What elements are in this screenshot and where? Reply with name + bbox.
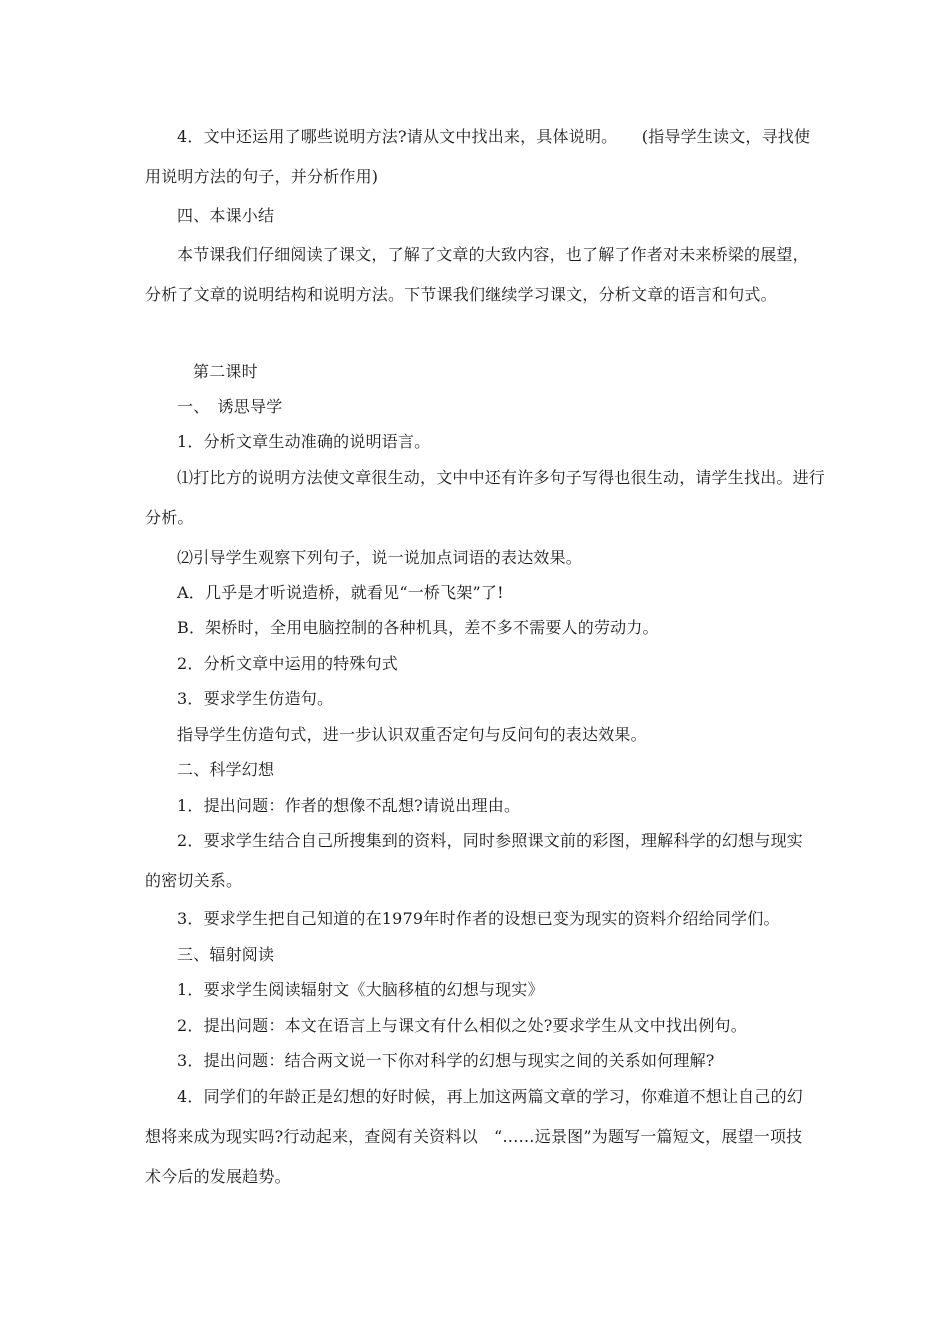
paragraph-lesson-summary: 本节课我们仔细阅读了课文，了解了文章的大致内容，也了解了作者对未来桥梁的展望，分析了文章的说明结构和说明方法。下节课我们继续学习课文，分析文章的语言和句式。 (145, 245, 809, 304)
paragraph-method-question: 4．文中还运用了哪些说明方法?请从文中找出来，具体说明。 (指导学生读文，寻找使用说明方法的句子，并分析作用) (145, 127, 811, 186)
example-sentence-b: B．架桥时，全用电脑控制的各种机具，差不多不需要人的劳动力。 (177, 618, 659, 637)
item-read-article: 1．要求学生阅读辐射文《大脑移植的幻想与现实》 (177, 980, 544, 999)
heading-science-fantasy: 二、科学幻想 (177, 760, 275, 779)
paragraph-imitation-guide: 指导学生仿造句式，进一步认识双重否定句与反问句的表达效果。 (177, 725, 647, 744)
item-metaphor-sentences: ⑴打比方的说明方法使文章很生动，文中中还有许多句子写得也很生动，请学生找出。进行分析。 (145, 468, 826, 527)
item-observe-sentences: ⑵引导学生观察下列句子，说一说加点词语的表达效果。 (177, 548, 583, 567)
heading-second-period: 第二课时 (193, 362, 258, 381)
heading-extended-reading: 三、辐射阅读 (177, 945, 275, 964)
item-question-imagination: 1．提出问题：作者的想像不乱想?请说出理由。 (177, 796, 521, 815)
item-1979-materials: 3．要求学生把自己知道的在1979年时作者的设想已变为现实的资料介绍给同学们。 (177, 909, 780, 928)
item-fantasy-reality: 2．要求学生结合自己所搜集到的资料，同时参照课文前的彩图，理解科学的幻想与现实的密切关系。 (145, 831, 803, 890)
example-sentence-a: A．几乎是才听说造桥，就看见“一桥飞架”了! (177, 583, 504, 602)
heading-lesson-summary: 四、本课小结 (177, 206, 275, 225)
item-analyze-language: 1．分析文章生动准确的说明语言。 (177, 432, 431, 451)
item-writing-task: 4．同学们的年龄正是幻想的好时候，再上加这两篇文章的学习，你难道不想让自己的幻想将来成为现实吗?行动起来，查阅有关资料以 “……远景图”为题写一篇短文，展望一项技术今后的发展趋势。 (145, 1087, 803, 1186)
item-relationship-question: 3．提出问题：结合两文说一下你对科学的幻想与现实之间的关系如何理解? (177, 1051, 715, 1070)
item-special-sentences: 2．分析文章中运用的特殊句式 (177, 654, 398, 673)
heading-guided-learning: 一、 诱思导学 (177, 397, 283, 416)
item-imitation: 3．要求学生仿造句。 (177, 689, 334, 708)
item-language-similarity: 2．提出问题：本文在语言上与课文有什么相似之处?要求学生从文中找出例句。 (177, 1016, 747, 1035)
